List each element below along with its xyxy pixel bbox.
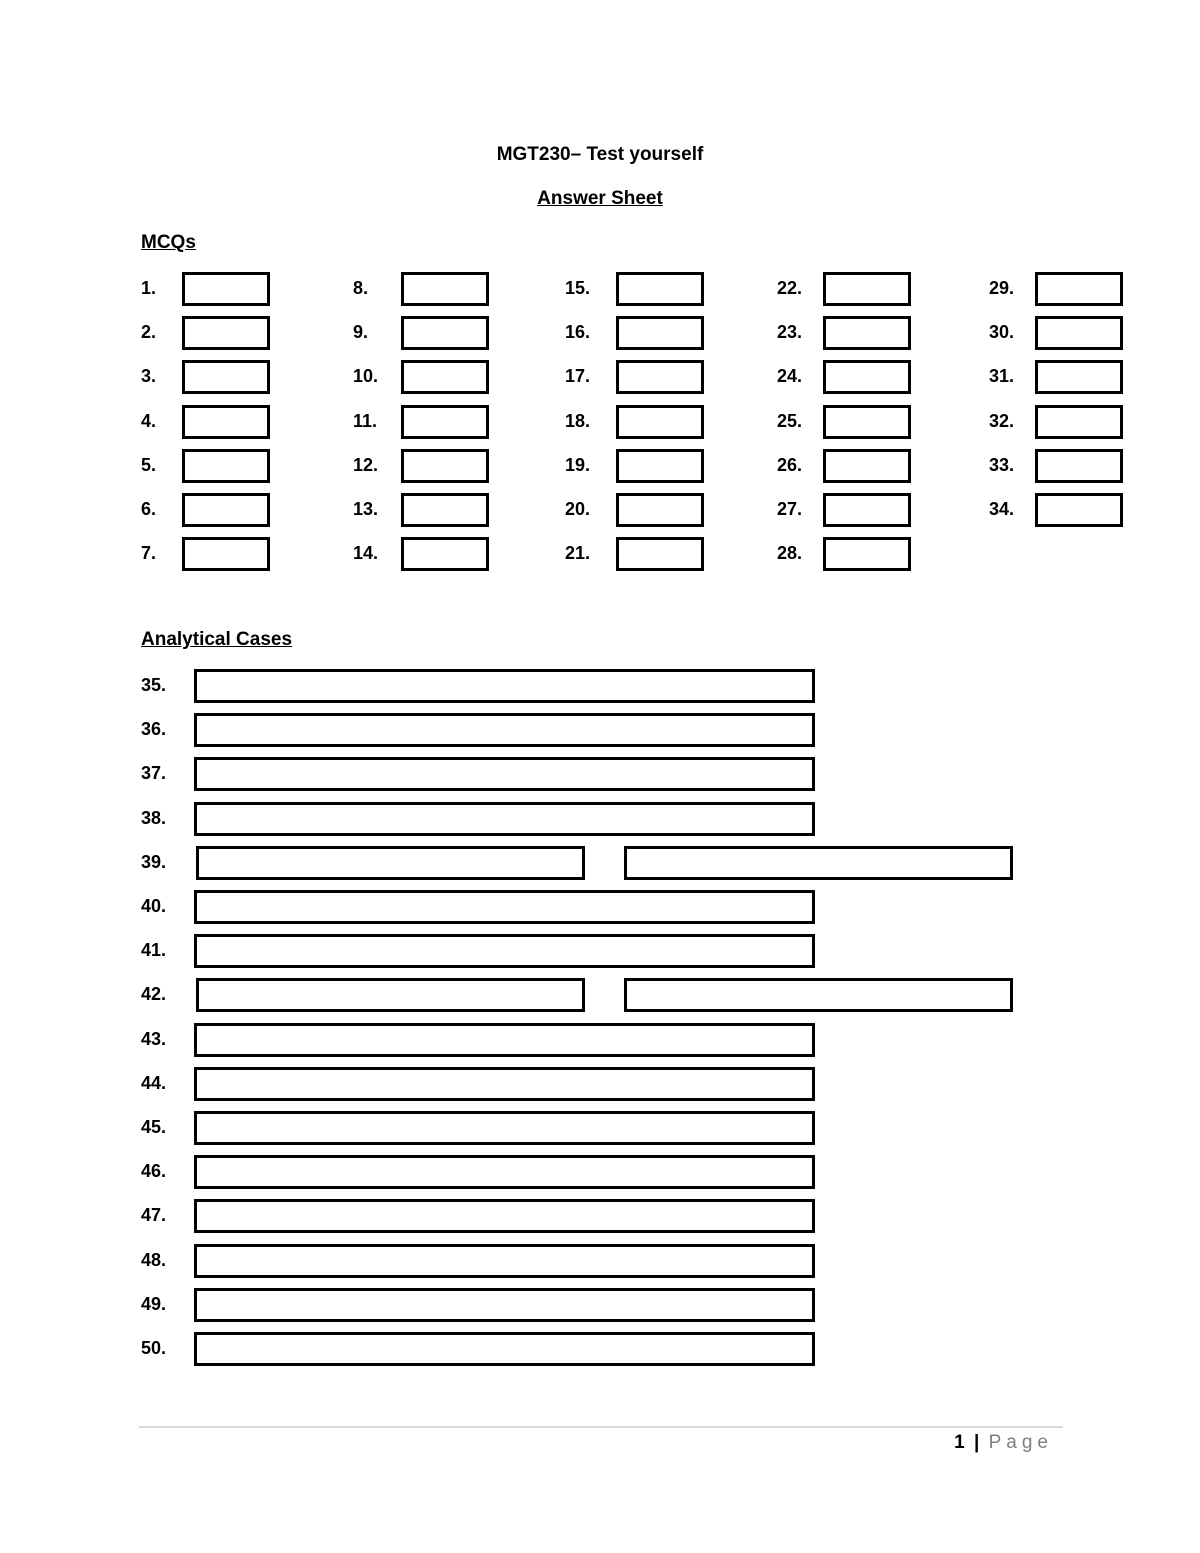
mcq-answer-box[interactable]	[616, 360, 704, 394]
mcq-answer-box[interactable]	[182, 316, 270, 350]
page-label: Page	[988, 1432, 1053, 1453]
case-question-number: 46.	[141, 1161, 167, 1182]
mcq-question-number: 2.	[141, 322, 157, 343]
mcq-question-number: 6.	[141, 499, 157, 519]
mcq-answer-box[interactable]	[401, 316, 489, 350]
mcq-question-number: 1.	[141, 278, 157, 298]
case-answer-box[interactable]	[194, 1199, 815, 1233]
mcq-answer-box[interactable]	[823, 493, 911, 527]
case-question-number: 47.	[141, 1205, 167, 1226]
mcq-answer-box[interactable]	[182, 272, 270, 306]
mcq-question-number: 11.	[353, 410, 378, 431]
mcq-question-number: 5.	[141, 454, 157, 475]
mcq-question-number: 33.	[989, 454, 1015, 475]
mcq-question-number: 12.	[353, 454, 379, 475]
case-question-number: 35.	[141, 675, 167, 695]
mcq-answer-box[interactable]	[182, 537, 270, 571]
case-question-number: 42.	[141, 984, 167, 1005]
mcq-answer-box[interactable]	[1035, 316, 1123, 350]
mcq-question-number: 17.	[565, 366, 591, 387]
mcq-question-number: 30.	[989, 322, 1015, 343]
mcq-answer-box[interactable]	[616, 316, 704, 350]
case-answer-box-left[interactable]	[196, 978, 585, 1012]
case-answer-box[interactable]	[194, 802, 815, 836]
mcq-answer-box[interactable]	[1035, 360, 1123, 394]
case-answer-box[interactable]	[194, 669, 815, 703]
mcq-question-number: 14.	[353, 543, 379, 564]
mcq-question-number: 31.	[989, 366, 1015, 387]
mcq-question-number: 20.	[565, 499, 591, 519]
case-answer-box-left[interactable]	[196, 846, 585, 880]
mcq-question-number: 13.	[353, 499, 379, 519]
mcq-answer-box[interactable]	[823, 449, 911, 483]
case-question-number: 38.	[141, 807, 167, 828]
mcq-answer-box[interactable]	[1035, 493, 1123, 527]
case-question-number: 36.	[141, 719, 167, 740]
mcq-question-number: 25.	[777, 410, 803, 431]
mcq-question-number: 9.	[353, 322, 369, 343]
mcq-question-number: 3.	[141, 366, 157, 387]
mcq-question-number: 18.	[565, 410, 591, 431]
mcq-answer-box[interactable]	[401, 493, 489, 527]
mcq-answer-box[interactable]	[401, 360, 489, 394]
case-answer-box[interactable]	[194, 890, 815, 924]
mcq-question-number: 29.	[989, 278, 1015, 298]
mcq-answer-box[interactable]	[1035, 272, 1123, 306]
case-answer-box[interactable]	[194, 934, 815, 968]
mcq-question-number: 4.	[141, 410, 157, 431]
mcq-question-number: 7.	[141, 543, 157, 564]
case-answer-box[interactable]	[194, 1023, 815, 1057]
footer-divider	[139, 1426, 1063, 1428]
case-answer-box[interactable]	[194, 713, 815, 747]
mcq-question-number: 21.	[565, 543, 591, 564]
case-question-number: 39.	[141, 851, 167, 872]
mcq-answer-box[interactable]	[823, 405, 911, 439]
answer-sheet-heading: Answer Sheet	[537, 188, 663, 209]
case-question-number: 49.	[141, 1293, 167, 1314]
mcq-answer-box[interactable]	[616, 272, 704, 306]
mcq-question-number: 34.	[989, 499, 1015, 519]
case-answer-box[interactable]	[194, 1111, 815, 1145]
mcq-question-number: 32.	[989, 410, 1015, 431]
mcq-answer-box[interactable]	[823, 537, 911, 571]
mcq-answer-box[interactable]	[182, 493, 270, 527]
mcq-question-number: 8.	[353, 278, 369, 298]
case-answer-box-right[interactable]	[624, 846, 1013, 880]
case-question-number: 48.	[141, 1249, 167, 1270]
mcq-question-number: 28.	[777, 543, 803, 564]
mcq-question-number: 27.	[777, 499, 803, 519]
case-answer-box[interactable]	[194, 1288, 815, 1322]
mcq-answer-box[interactable]	[616, 449, 704, 483]
mcq-answer-box[interactable]	[401, 537, 489, 571]
mcq-answer-box[interactable]	[823, 360, 911, 394]
case-answer-box-right[interactable]	[624, 978, 1013, 1012]
case-question-number: 43.	[141, 1028, 167, 1049]
case-question-number: 44.	[141, 1072, 167, 1093]
document-title: MGT230– Test yourself	[496, 144, 704, 165]
mcq-answer-box[interactable]	[616, 493, 704, 527]
mcq-answer-box[interactable]	[823, 316, 911, 350]
mcq-question-number: 10.	[353, 366, 379, 387]
mcq-question-number: 19.	[565, 454, 591, 475]
mcq-answer-box[interactable]	[182, 405, 270, 439]
mcq-answer-box[interactable]	[1035, 449, 1123, 483]
mcq-question-number: 15.	[565, 278, 591, 298]
mcq-answer-box[interactable]	[823, 272, 911, 306]
mcq-question-number: 22.	[777, 278, 803, 298]
mcq-answer-box[interactable]	[401, 449, 489, 483]
case-question-number: 45.	[141, 1117, 167, 1137]
mcq-answer-box[interactable]	[182, 449, 270, 483]
footer-separator: |	[974, 1432, 980, 1453]
mcq-question-number: 24.	[777, 366, 803, 387]
mcq-question-number: 16.	[565, 322, 591, 343]
page-footer	[954, 1432, 1053, 1454]
page-number: 1	[954, 1432, 965, 1453]
analytical-cases-heading: Analytical Cases	[141, 629, 293, 650]
mcq-answer-box[interactable]	[401, 405, 489, 439]
case-question-number: 50.	[141, 1338, 167, 1358]
mcq-answer-box[interactable]	[616, 537, 704, 571]
mcq-question-number: 23.	[777, 322, 803, 343]
mcq-answer-box[interactable]	[616, 405, 704, 439]
case-question-number: 40.	[141, 896, 167, 916]
mcq-answer-box[interactable]	[1035, 405, 1123, 439]
mcq-answer-box[interactable]	[401, 272, 489, 306]
mcq-answer-box[interactable]	[182, 360, 270, 394]
case-answer-box[interactable]	[194, 1155, 815, 1189]
case-answer-box[interactable]	[194, 1067, 815, 1101]
mcq-question-number: 26.	[777, 454, 803, 475]
case-question-number: 41.	[141, 940, 167, 961]
mcq-heading: MCQs	[141, 232, 196, 253]
case-question-number: 37.	[141, 763, 167, 784]
case-answer-box[interactable]	[194, 1332, 815, 1366]
case-answer-box[interactable]	[194, 1244, 815, 1278]
case-answer-box[interactable]	[194, 757, 815, 791]
